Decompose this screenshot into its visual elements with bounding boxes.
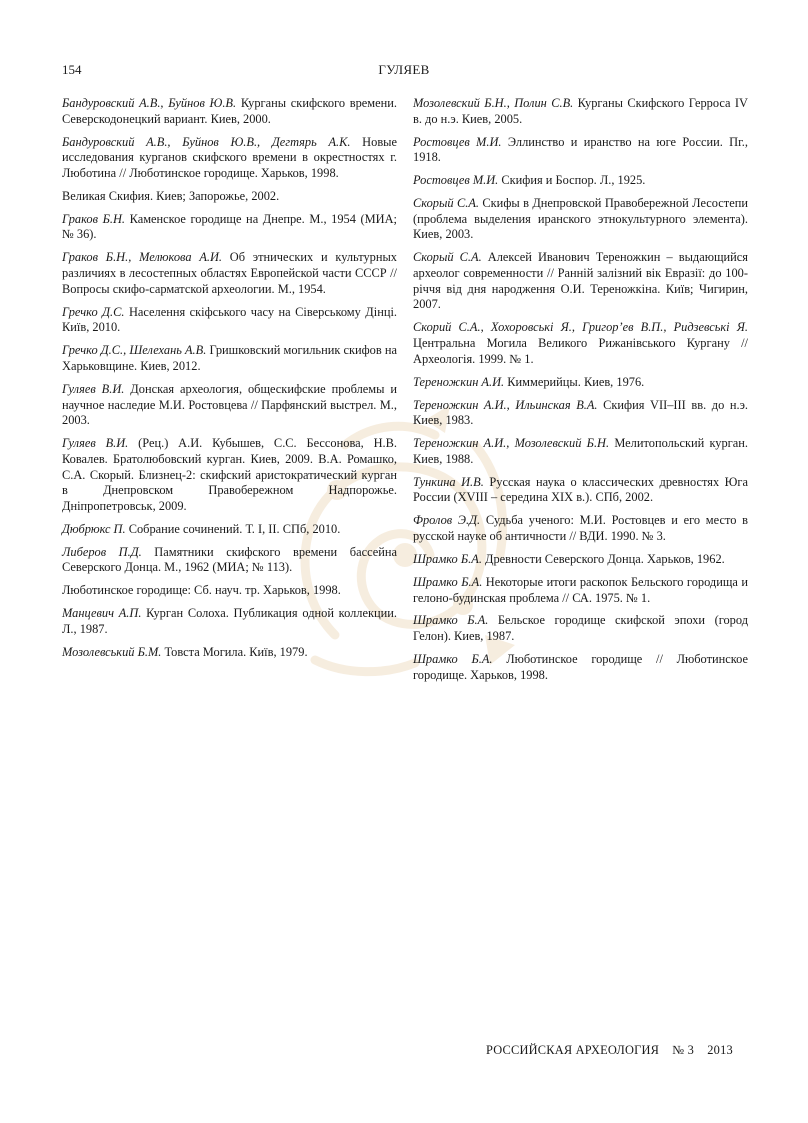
reference-text: (Рец.) А.И. Кубышев, С.С. Бессонова, Н.В. Ковалев. Братолюбовский курган. Киев, 2009. В.А. Ромашко, С.А. Скорый. Близнец-2: скифский аристократический курган в Днепровском Правобережном Надпорожье. Дніпропетровськ, 2009. xyxy=(62,436,397,513)
reference-author: Шрамко Б.А. xyxy=(413,551,482,566)
reference-entry xyxy=(413,513,748,544)
reference-author: Бандуровский А.В., Буйнов Ю.В. xyxy=(62,96,237,110)
reference-entry xyxy=(62,382,397,429)
reference-text: Курганы скифского времени. Северскодонецкий вариант. Киев, 2000. xyxy=(62,96,398,126)
reference-entry xyxy=(62,343,397,374)
reference-author: Фролов Э.Д. xyxy=(413,513,481,528)
reference-text: Великая Скифия. Киев; Запорожье, 2002. xyxy=(62,188,280,203)
references-left-column xyxy=(62,96,397,668)
reference-entry xyxy=(413,398,748,429)
reference-author: Дюбрюкс П. xyxy=(62,521,126,536)
reference-author: Гречко Д.С., Шелехань А.В. xyxy=(62,343,207,358)
reference-author: Скорий С.А., Хохоровські Я., Григор’ев В.П., Ридзевські Я. xyxy=(413,320,748,335)
reference-text: Каменское городище на Днепре. М., 1954 (МИА; № 36). xyxy=(62,211,397,242)
references-right-column xyxy=(413,96,748,691)
reference-author: Бандуровский А.В., Буйнов Ю.В., Дегтярь А.К. xyxy=(62,134,351,149)
reference-text: Скифы в Днепровской Правобережной Лесостепи (проблема выделения иранского этнокультурного элемента). Киев, 2003. xyxy=(413,196,748,242)
reference-author: Ростовцев М.И. xyxy=(413,134,502,149)
reference-entry xyxy=(62,305,397,336)
reference-author: Гречко Д.С. xyxy=(62,304,125,319)
reference-text: Скифия VII–III вв. до н.э. Киев, 1983. xyxy=(413,397,749,428)
reference-entry xyxy=(413,250,748,313)
reference-text: Центральна Могила Великого Рижанівського Кургану // Археологія. 1999. № 1. xyxy=(413,336,748,366)
reference-author: Граков Б.Н. xyxy=(62,211,126,226)
reference-entry xyxy=(413,652,748,683)
reference-author: Мозолевський Б.М. xyxy=(62,644,162,659)
reference-text: Скифия и Боспор. Л., 1925. xyxy=(498,173,646,188)
reference-entry xyxy=(413,552,748,568)
reference-entry xyxy=(62,606,397,637)
journal-year: 2013 xyxy=(707,1043,733,1057)
reference-text: Люботинское городище // Люботинское городище. Харьков, 1998. xyxy=(413,652,748,682)
reference-text: Курганы Скифского Герроса IV в. до н.э. Киев, 2005. xyxy=(413,96,748,126)
reference-entry xyxy=(413,135,748,166)
reference-author: Граков Б.Н., Мелюкова А.И. xyxy=(62,250,223,265)
reference-text: Памятники скифского времени бассейна Северского Донца. М., 1962 (МИА; № 113). xyxy=(62,544,397,575)
reference-text: Донская археология, общескифские проблемы и научное наследие М.И. Ростовцева // Парфянский выстрел. М., 2003. xyxy=(62,381,397,428)
reference-author: Шрамко Б.А. xyxy=(413,613,489,628)
reference-author: Тереножкин А.И. xyxy=(413,374,505,389)
reference-text: Алексей Иванович Тереножкин – выдающийся археолог современности // Ранній залізний вік Евразії: до 100-річчя від дня народження О.И. Тереножкіна. Київ; Чигирин, 2007. xyxy=(413,250,748,312)
journal-footer xyxy=(486,1043,733,1058)
reference-text: Люботинское городище: Сб. науч. тр. Харьков, 1998. xyxy=(62,583,341,598)
reference-entry xyxy=(62,96,397,127)
journal-title: РОССИЙСКАЯ АРХЕОЛОГИЯ xyxy=(486,1043,660,1057)
reference-author: Либеров П.Д. xyxy=(62,544,142,559)
running-title: ГУЛЯЕВ xyxy=(378,62,430,77)
reference-author: Манцевич А.П. xyxy=(62,606,142,621)
reference-author: Шрамко Б.А. xyxy=(413,574,483,589)
reference-entry xyxy=(413,320,748,367)
reference-text: Судьба ученого: М.И. Ростовцев и его место в русской науке об античности // ВДИ. 1990. № 3. xyxy=(413,513,748,544)
reference-author: Ростовцев М.И. xyxy=(413,173,499,188)
reference-entry xyxy=(62,545,397,576)
reference-entry xyxy=(413,96,748,127)
reference-author: Гуляев В.И. xyxy=(62,381,125,396)
reference-entry xyxy=(413,475,748,506)
reference-entry xyxy=(413,613,748,644)
reference-text: Населення скіфського часу на Сіверському Дінці. Київ, 2010. xyxy=(62,304,398,335)
reference-author: Тункина И.В. xyxy=(413,474,484,489)
reference-text: Древности Северского Донца. Харьков, 1962. xyxy=(481,551,725,566)
page-number: 154 xyxy=(62,62,82,77)
reference-entry xyxy=(62,436,397,515)
reference-text: Мелитопольский курган. Киев, 1988. xyxy=(413,436,748,466)
reference-entry xyxy=(62,212,397,243)
reference-text: Об этнических и культурных различиях в лесостепных областях Европейской части СССР // Вопросы скифо-сарматской археологии. М., 1954. xyxy=(62,250,397,296)
reference-text: Гришковский могильник скифов на Харьковщине. Киев, 2012. xyxy=(62,343,397,373)
reference-entry xyxy=(62,250,397,297)
reference-text: Русская наука о классических древностях Юга России (XVIII – середина XIX в.). СПб, 2002. xyxy=(413,474,749,505)
reference-author: Шрамко Б.А. xyxy=(413,652,493,667)
reference-text: Курган Солоха. Публикация одной коллекции. Л., 1987. xyxy=(62,606,397,636)
reference-entry xyxy=(62,522,397,538)
reference-author: Тереножкин А.И., Ильинская В.А. xyxy=(413,397,598,412)
reference-author: Мозолевский Б.Н., Полин С.В. xyxy=(413,96,574,110)
reference-text: Эллинство и иранство на юге России. Пг., 1918. xyxy=(413,134,748,165)
reference-text: Товста Могила. Київ, 1979. xyxy=(161,644,308,659)
reference-author: Тереножкин А.И., Мозолевский Б.Н. xyxy=(413,436,610,451)
reference-entry xyxy=(413,436,748,467)
reference-text: Киммерийцы. Киев, 1976. xyxy=(504,374,645,389)
reference-text: Собрание сочинений. Т. I, II. СПб, 2010. xyxy=(125,521,341,536)
reference-entry xyxy=(413,173,748,189)
reference-entry xyxy=(62,135,397,182)
reference-author: Скорый С.А. xyxy=(413,196,479,211)
reference-entry xyxy=(413,196,748,243)
reference-entry xyxy=(413,375,748,391)
reference-text: Бельское городище скифской эпохи (город Гелон). Киев, 1987. xyxy=(413,613,748,644)
reference-entry xyxy=(62,645,397,661)
reference-entry xyxy=(62,583,397,599)
reference-text: Некоторые итоги раскопок Бельского городища и гелоно-будинская проблема // СА. 1975. № 1. xyxy=(413,574,748,605)
reference-author: Гуляев В.И. xyxy=(62,436,129,451)
journal-issue: № 3 xyxy=(672,1043,695,1057)
reference-entry xyxy=(62,189,397,205)
reference-text: Новые исследования курганов скифского времени в окрестностях г. Люботина // Люботинское городище. Харьков, 1998. xyxy=(62,134,397,180)
reference-author: Скорый С.А. xyxy=(413,250,482,265)
reference-entry xyxy=(413,575,748,606)
